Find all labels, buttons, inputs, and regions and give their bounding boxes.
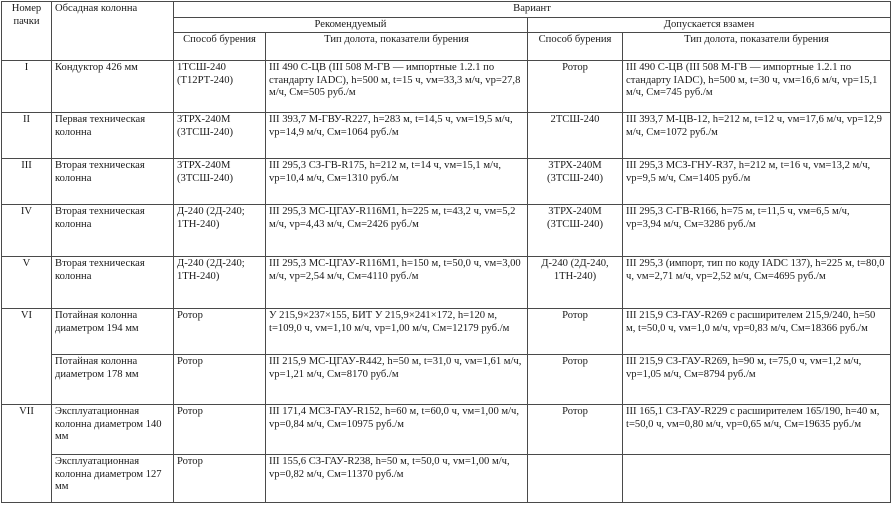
table-row [2,257,891,309]
rec-bit-cell: III 215,9 МС-ЦГАУ-R442, h=50 м, t=31,0 ч, vм=1,61 м/ч, vр=1,21 м/ч, См=8170 руб./м [266,355,528,405]
alt-bit-cell: III 295,3 МСЗ-ГНУ-R37, h=212 м, t=16 ч, vм=13,2 м/ч, vр=9,5 м/ч, См=1405 руб./м [623,159,891,205]
casing-cell: Вторая техническая колонна [52,159,174,205]
drilling-table [1,1,891,503]
table-row [2,159,891,205]
header-rec-bit: Тип долота, показатели бурения [266,33,528,61]
rec-method-cell: 3ТРХ-240М (3ТСШ-240) [174,113,266,159]
header-pack-number: Номер пачки [2,2,52,61]
table-row [2,205,891,257]
casing-cell: Вторая техническая колонна [52,205,174,257]
rec-bit-cell: У 215,9×237×155, БИТ У 215,9×241×172, h=120 м, t=109,0 ч, vм=1,10 м/ч, vр=1,00 м/ч, См=12179 руб./м [266,309,528,355]
rec-bit-cell: III 295,3 СЗ-ГВ-R175, h=212 м, t=14 ч, vм=15,1 м/ч, vр=10,4 м/ч, См=1310 руб./м [266,159,528,205]
header-recommended: Рекомендуемый [174,17,528,33]
alt-bit-cell: III 295,3 С-ГВ-R166, h=75 м, t=11,5 ч, vм=6,5 м/ч, vр=3,94 м/ч, См=3286 руб./м [623,205,891,257]
header-alt-bit: Тип долота, показатели бурения [623,33,891,61]
rec-bit-cell: III 295,3 МС-ЦГАУ-R116М1, h=225 м, t=43,2 ч, vм=5,2 м/ч, vр=4,43 м/ч, См=2426 руб./м [266,205,528,257]
pack-number: I [2,61,52,113]
rec-method-cell: Ротор [174,455,266,503]
rec-bit-cell: III 171,4 МСЗ-ГАУ-R152, h=60 м, t=60,0 ч, vм=1,00 м/ч, vр=0,84 м/ч, См=10975 руб./м [266,405,528,455]
rec-method-cell: Д-240 (2Д-240; 1ТН-240) [174,257,266,309]
pack-number: III [2,159,52,205]
table-row [2,309,891,355]
alt-method-cell: Ротор [528,355,623,405]
rec-method-cell: 3ТРХ-240М (3ТСШ-240) [174,159,266,205]
casing-cell: Потайная колонна диаметром 178 мм [52,355,174,405]
header-allowed: Допускается взамен [528,17,891,33]
rec-method-cell: Ротор [174,309,266,355]
pack-number: V [2,257,52,309]
pack-number: IV [2,205,52,257]
alt-bit-cell [623,455,891,503]
header-alt-method: Способ бурения [528,33,623,61]
alt-method-cell: Ротор [528,405,623,455]
table-row [2,113,891,159]
rec-bit-cell: III 393,7 М-ГВУ-R227, h=283 м, t=14,5 ч, vм=19,5 м/ч, vр=14,9 м/ч, См=1064 руб./м [266,113,528,159]
alt-method-cell: Ротор [528,309,623,355]
alt-method-cell: Ротор [528,61,623,113]
header-variant: Вариант [174,2,891,18]
alt-bit-cell: III 165,1 СЗ-ГАУ-R229 с расширителем 165/190, h=40 м, t=50,0 ч, vм=0,80 м/ч, vр=0,65 м/ч, См=19635 руб./м [623,405,891,455]
casing-cell: Кондуктор 426 мм [52,61,174,113]
rec-method-cell: 1ТСШ-240 (Т12РТ-240) [174,61,266,113]
alt-bit-cell: III 215,9 СЗ-ГАУ-R269, h=90 м, t=75,0 ч, vм=1,2 м/ч, vр=1,05 м/ч, См=8794 руб./м [623,355,891,405]
casing-cell: Потайная колонна диаметром 194 мм [52,309,174,355]
rec-bit-cell: III 155,6 СЗ-ГАУ-R238, h=50 м, t=50,0 ч, vм=1,00 м/ч, vр=0,82 м/ч, См=11370 руб./м [266,455,528,503]
alt-method-cell: Д-240 (2Д-240, 1ТН-240) [528,257,623,309]
rec-method-cell: Ротор [174,405,266,455]
pack-number: II [2,113,52,159]
alt-bit-cell: III 393,7 М-ЦВ-12, h=212 м, t=12 ч, vм=17,6 м/ч, vр=12,9 м/ч, См=1072 руб./м [623,113,891,159]
alt-method-cell: 3ТРХ-240М (3ТСШ-240) [528,159,623,205]
rec-method-cell: Ротор [174,355,266,405]
header-rec-method: Способ бурения [174,33,266,61]
pack-number: VI [2,309,52,405]
table-row [2,61,891,113]
casing-cell: Первая техническая колонна [52,113,174,159]
alt-bit-cell: III 490 С-ЦВ (III 508 М-ГВ — импортные 1.2.1 по стандарту IADC), h=500 м, t=30 ч, vм=16,6 м/ч, vр=15,1 м/ч, См=745 руб./м [623,61,891,113]
alt-bit-cell: III 215,9 СЗ-ГАУ-R269 с расширителем 215,9/240, h=50 м, t=50,0 ч, vм=1,0 м/ч, vр=0,83 м/ч, См=18366 руб./м [623,309,891,355]
alt-method-cell: 3ТРХ-240М (3ТСШ-240) [528,205,623,257]
table-row [2,405,891,455]
casing-cell: Эксплуатационная колонна диаметром 140 мм [52,405,174,455]
rec-bit-cell: III 490 С-ЦВ (III 508 М-ГВ — импортные 1.2.1 по стандарту IADC), h=500 м, t=15 ч, vм=33,3 м/ч, vр=27,8 м/ч, См=505 руб./м [266,61,528,113]
alt-method-cell: 2ТСШ-240 [528,113,623,159]
table-row [2,455,891,503]
alt-bit-cell: III 295,3 (импорт, тип по коду IADC 137), h=225 м, t=80,0 ч, vм=2,71 м/ч, vр=2,52 м/ч, См=4695 руб./м [623,257,891,309]
rec-bit-cell: III 295,3 МС-ЦГАУ-R116М1, h=150 м, t=50,0 ч, vм=3,00 м/ч, vр=2,54 м/ч, См=4110 руб./м [266,257,528,309]
rec-method-cell: Д-240 (2Д-240; 1ТН-240) [174,205,266,257]
pack-number: VII [2,405,52,503]
casing-cell: Эксплуатационная колонна диаметром 127 мм [52,455,174,503]
alt-method-cell [528,455,623,503]
casing-cell: Вторая техническая колонна [52,257,174,309]
table-row [2,355,891,405]
header-casing: Обсадная колонна [52,2,174,61]
